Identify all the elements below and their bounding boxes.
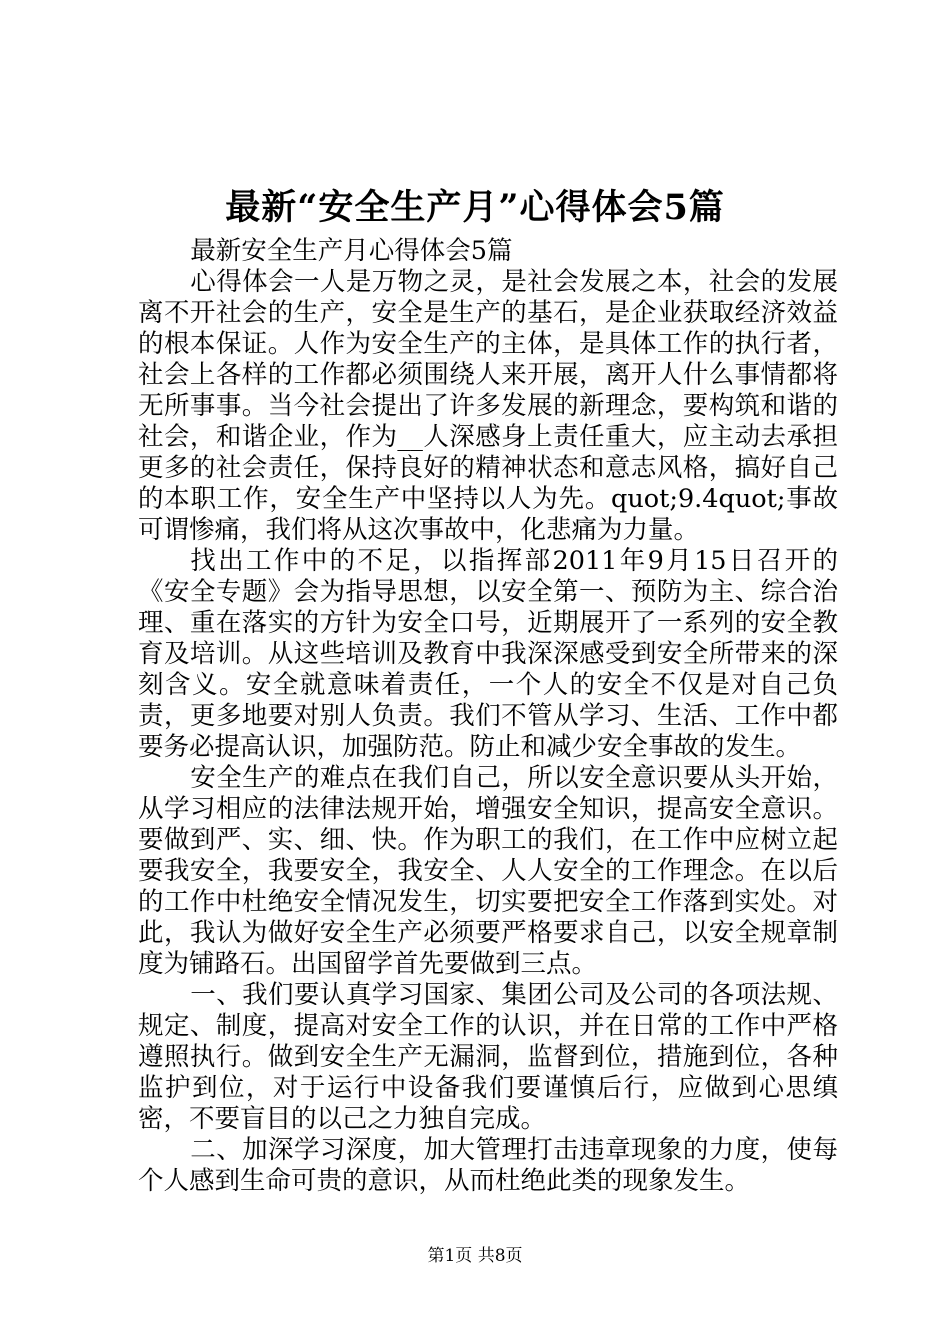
document-title: 最新“安全生产月”心得体会5篇 xyxy=(225,187,725,228)
paragraph-5: 二、加深学习深度，加大管理打击违章现象的力度，使每个人感到生命可贵的意识，从而杜绝此类的现象发生。 xyxy=(138,1135,838,1196)
paragraph-subtitle: 最新安全生产月心得体会5篇 xyxy=(190,236,513,266)
document-body xyxy=(138,236,838,1197)
paragraph-4: 一、我们要认真学习国家、集团公司及公司的各项法规、规定、制度，提高对安全工作的认识，并在日常的工作中严格遵照执行。做到安全生产无漏洞，监督到位，措施到位，各种监护到位，对于运行中设备我们要谨慎后行，应做到心思缜密，不要盲目的以己之力独自完成。 xyxy=(138,980,838,1134)
paragraph-2: 找出工作中的不足，以指挥部2011年9月15日召开的《安全专题》会为指导思想，以安全第一、预防为主、综合治理、重在落实的方针为安全口号，近期展开了一系列的安全教育及培训。从这些培训及教育中我深深感受到安全所带来的深刻含义。安全就意味着责任，一个人的安全不仅是对自己负责，更多地要对别人负责。我们不管从学习、生活、工作中都要务必提高认识，加强防范。防止和减少安全事故的发生。 xyxy=(138,546,838,762)
paragraph-1: 心得体会一人是万物之灵，是社会发展之本，社会的发展离不开社会的生产，安全是生产的基石，是企业获取经济效益的根本保证。人作为安全生产的主体，是具体工作的执行者，社会上各样的工作都必须围绕人来开展，离开人什么事情都将无所事事。当今社会提出了许多发展的新理念，要构筑和谐的社会，和谐企业，作为__人深感身上责任重大，应主动去承担更多的社会责任，保持良好的精神状态和意志风格，搞好自己的本职工作，安全生产中坚持以人为先。quot;9.4quot;事故可谓惨痛，我们将从这次事故中，化悲痛为力量。 xyxy=(138,267,838,545)
paragraph-3: 安全生产的难点在我们自己，所以安全意识要从头开始，从学习相应的法律法规开始，增强安全知识，提高安全意识。要做到严、实、细、快。作为职工的我们，在工作中应树立起要我安全，我要安全，我安全、人人安全的工作理念。在以后的工作中杜绝安全情况发生，切实要把安全工作落到实处。对此，我认为做好安全生产必须要严格要求自己，以安全规章制度为铺路石。出国留学首先要做到三点。 xyxy=(138,763,838,979)
page-number-footer: 第1页 共8页 xyxy=(427,1246,523,1266)
